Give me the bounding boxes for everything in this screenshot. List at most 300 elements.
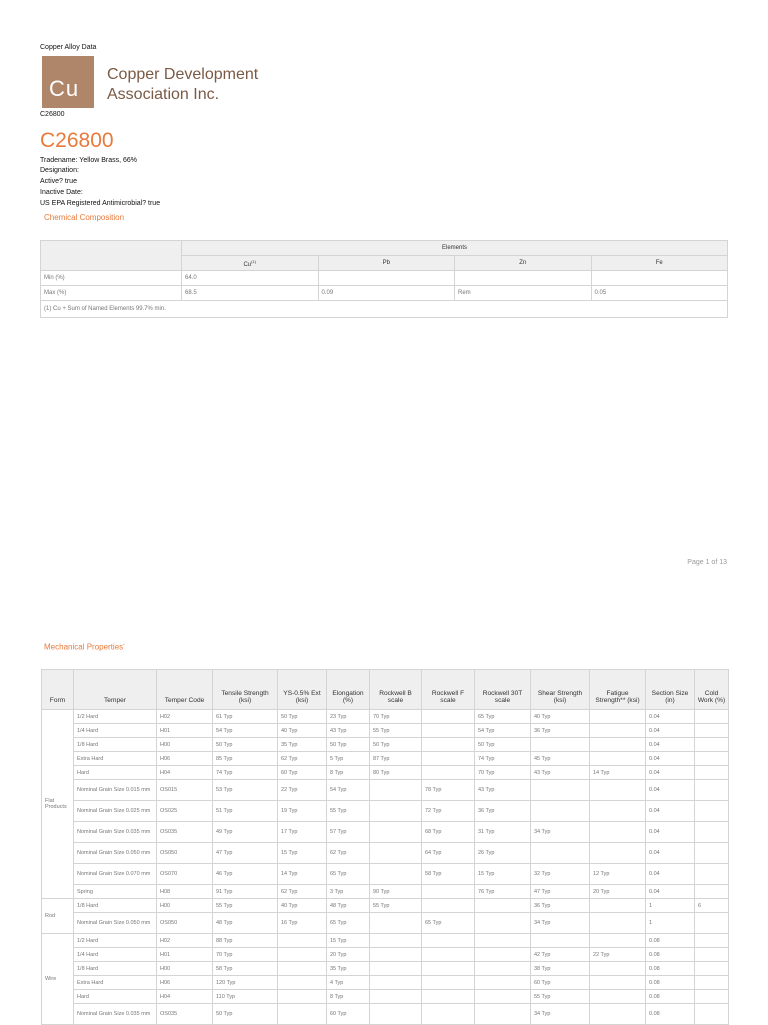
logo-symbol: Cu	[49, 76, 80, 101]
table-row	[42, 724, 729, 738]
cell: 35 Typ	[278, 738, 327, 752]
cell	[422, 885, 475, 899]
table-row	[42, 752, 729, 766]
cell	[475, 934, 531, 948]
cell: H02	[157, 710, 213, 724]
cell: 0.04	[646, 766, 695, 780]
cell: 54 Typ	[213, 724, 278, 738]
cell: 68 Typ	[422, 822, 475, 843]
cell: 68.5	[182, 286, 319, 301]
cell: 55 Typ	[531, 990, 590, 1004]
cell	[531, 934, 590, 948]
document-label: Copper Alloy Data	[40, 44, 97, 51]
cell: 0.04	[646, 752, 695, 766]
cell: 54 Typ	[475, 724, 531, 738]
cell	[422, 934, 475, 948]
cell	[695, 801, 729, 822]
cell: H06	[157, 752, 213, 766]
cell	[475, 976, 531, 990]
mechanical-heading: Mechanical Properties*	[44, 642, 125, 652]
cell	[695, 885, 729, 899]
table-row	[42, 962, 729, 976]
cell: 0.04	[646, 885, 695, 899]
cell: 1/4 Hard	[74, 724, 157, 738]
cell: 20 Typ	[327, 948, 370, 962]
cell	[695, 780, 729, 801]
cell	[422, 948, 475, 962]
cell: 55 Typ	[213, 899, 278, 913]
cell: Extra Hard	[74, 976, 157, 990]
col-header: Rockwell B scale	[370, 670, 422, 710]
cell	[370, 913, 422, 934]
cell: 76 Typ	[475, 885, 531, 899]
org-name-line2: Association Inc.	[107, 86, 220, 103]
cell: OS035	[157, 822, 213, 843]
org-name-line1: Copper Development	[107, 66, 259, 83]
chemical-table-wrap	[40, 240, 728, 318]
alloy-id: C26800	[40, 111, 65, 118]
cell: 32 Typ	[531, 864, 590, 885]
cell: 14 Typ	[278, 864, 327, 885]
cell: 78 Typ	[422, 780, 475, 801]
chem-row-min	[41, 271, 728, 286]
cell: 110 Typ	[213, 990, 278, 1004]
cell: 70 Typ	[370, 710, 422, 724]
cell: H02	[157, 934, 213, 948]
cell: 120 Typ	[213, 976, 278, 990]
cell	[475, 899, 531, 913]
cell: 38 Typ	[531, 962, 590, 976]
cell: Nominal Grain Size 0.035 mm	[74, 1004, 157, 1025]
cell	[590, 1004, 646, 1025]
cell: 80 Typ	[370, 766, 422, 780]
cell: 17 Typ	[278, 822, 327, 843]
cell	[590, 801, 646, 822]
cell: 47 Typ	[531, 885, 590, 899]
table-row	[42, 934, 729, 948]
cell: 1/8 Hard	[74, 962, 157, 976]
col-header: Section Size (in)	[646, 670, 695, 710]
cell: 0.05	[591, 286, 728, 301]
cell: 12 Typ	[590, 864, 646, 885]
cell: 50 Typ	[475, 738, 531, 752]
cell: 53 Typ	[213, 780, 278, 801]
cell: 58 Typ	[422, 864, 475, 885]
cell: H01	[157, 948, 213, 962]
col-header: Shear Strength (ksi)	[531, 670, 590, 710]
cell: 62 Typ	[327, 843, 370, 864]
cell	[475, 913, 531, 934]
cell: Nominal Grain Size 0.050 mm	[74, 843, 157, 864]
cell	[422, 710, 475, 724]
table-row	[42, 766, 729, 780]
chemical-heading: Chemical Composition	[44, 213, 125, 222]
cell: 4 Typ	[327, 976, 370, 990]
cell	[370, 1004, 422, 1025]
cell: 1/8 Hard	[74, 899, 157, 913]
element-fe: Fe	[591, 256, 728, 271]
meta-active: Active? true	[40, 178, 77, 185]
cell: 0.08	[646, 976, 695, 990]
cell: 65 Typ	[422, 913, 475, 934]
cell: Nominal Grain Size 0.015 mm	[74, 780, 157, 801]
cell: 19 Typ	[278, 801, 327, 822]
cell: 15 Typ	[475, 864, 531, 885]
cell	[422, 962, 475, 976]
cell	[370, 843, 422, 864]
cell	[591, 271, 728, 286]
cell: 16 Typ	[278, 913, 327, 934]
cell	[531, 843, 590, 864]
cell	[475, 1004, 531, 1025]
chem-row-max	[41, 286, 728, 301]
cell: 60 Typ	[327, 1004, 370, 1025]
cell: 0.04	[646, 780, 695, 801]
cell: 8 Typ	[327, 990, 370, 1004]
cell: 36 Typ	[531, 899, 590, 913]
col-header: YS-0.5% Ext (ksi)	[278, 670, 327, 710]
cell	[318, 271, 455, 286]
cell: Hard	[74, 990, 157, 1004]
cell: 20 Typ	[590, 885, 646, 899]
cell: 74 Typ	[213, 766, 278, 780]
cell: 54 Typ	[327, 780, 370, 801]
cell: H04	[157, 990, 213, 1004]
table-row	[42, 738, 729, 752]
cell: 42 Typ	[531, 948, 590, 962]
cell: OS025	[157, 801, 213, 822]
cell: H08	[157, 885, 213, 899]
cell	[590, 843, 646, 864]
table-row	[42, 843, 729, 864]
meta-inactive-date: Inactive Date:	[40, 189, 83, 196]
cell: 1/2 Hard	[74, 710, 157, 724]
cell	[475, 962, 531, 976]
cell: 0.04	[646, 738, 695, 752]
cell: 90 Typ	[370, 885, 422, 899]
cell: 1	[646, 899, 695, 913]
cell	[695, 934, 729, 948]
cell	[422, 990, 475, 1004]
cell	[475, 948, 531, 962]
cell: 3 Typ	[327, 885, 370, 899]
cell: Nominal Grain Size 0.025 mm	[74, 801, 157, 822]
cell: 8 Typ	[327, 766, 370, 780]
cell: 55 Typ	[370, 899, 422, 913]
table-row	[42, 948, 729, 962]
cell: 34 Typ	[531, 1004, 590, 1025]
cell: 50 Typ	[278, 710, 327, 724]
table-row	[42, 780, 729, 801]
cell: 0.04	[646, 724, 695, 738]
cell: H00	[157, 738, 213, 752]
cell: 85 Typ	[213, 752, 278, 766]
cell: 58 Typ	[213, 962, 278, 976]
table-row	[42, 990, 729, 1004]
cell	[695, 724, 729, 738]
cell: 61 Typ	[213, 710, 278, 724]
col-header: Temper Code	[157, 670, 213, 710]
cell	[278, 962, 327, 976]
chem-corner	[41, 241, 182, 271]
cell: 51 Typ	[213, 801, 278, 822]
element-zn: Zn	[455, 256, 592, 271]
cell: H04	[157, 766, 213, 780]
table-row	[42, 1004, 729, 1025]
cell: 0.08	[646, 948, 695, 962]
element-cu: Cu$^{(1)}$	[182, 256, 319, 271]
cell	[422, 899, 475, 913]
col-header: Temper	[74, 670, 157, 710]
cell: 43 Typ	[531, 766, 590, 780]
cell: 55 Typ	[327, 801, 370, 822]
table-row	[42, 885, 729, 899]
cell: OS015	[157, 780, 213, 801]
cell	[278, 990, 327, 1004]
page-number: Page 1 of 13	[687, 559, 727, 566]
cell: Rem	[455, 286, 592, 301]
cell	[531, 801, 590, 822]
cell: 35 Typ	[327, 962, 370, 976]
cell	[695, 843, 729, 864]
cell: 1	[646, 913, 695, 934]
cell: 15 Typ	[278, 843, 327, 864]
cell	[278, 934, 327, 948]
cell: 0.08	[646, 962, 695, 976]
cell: 34 Typ	[531, 913, 590, 934]
cell: 0.08	[646, 1004, 695, 1025]
meta-epa: US EPA Registered Antimicrobial? true	[40, 200, 161, 207]
col-header: Tensile Strength (ksi)	[213, 670, 278, 710]
cell	[370, 962, 422, 976]
cell	[590, 990, 646, 1004]
cell: 0.04	[646, 801, 695, 822]
cell: OS050	[157, 843, 213, 864]
cell: 43 Typ	[475, 780, 531, 801]
cell: 1/8 Hard	[74, 738, 157, 752]
cell	[422, 738, 475, 752]
cell	[695, 948, 729, 962]
cell	[695, 962, 729, 976]
col-header: Form	[42, 670, 74, 710]
cell: 31 Typ	[475, 822, 531, 843]
cell: 62 Typ	[278, 885, 327, 899]
cell: 57 Typ	[327, 822, 370, 843]
cell: Nominal Grain Size 0.050 mm	[74, 913, 157, 934]
cell	[695, 976, 729, 990]
cell	[370, 976, 422, 990]
cell	[531, 738, 590, 752]
cell: 65 Typ	[475, 710, 531, 724]
cell	[422, 766, 475, 780]
cell	[695, 822, 729, 843]
cell	[278, 1004, 327, 1025]
cell	[370, 801, 422, 822]
cell: 60 Typ	[278, 766, 327, 780]
cell: 50 Typ	[213, 738, 278, 752]
table-row	[42, 710, 729, 724]
cell	[590, 710, 646, 724]
cell	[695, 990, 729, 1004]
cell: 64 Typ	[422, 843, 475, 864]
cell	[422, 724, 475, 738]
cell: Spring	[74, 885, 157, 899]
cell: 22 Typ	[590, 948, 646, 962]
cell: 70 Typ	[213, 948, 278, 962]
cell: H00	[157, 899, 213, 913]
cell	[370, 864, 422, 885]
chem-footnote: (1) Cu + Sum of Named Elements 99.7% min.	[41, 301, 728, 318]
table-row	[42, 899, 729, 913]
cell	[531, 780, 590, 801]
cell: 36 Typ	[475, 801, 531, 822]
table-row	[42, 822, 729, 843]
cell: 43 Typ	[327, 724, 370, 738]
cell	[590, 822, 646, 843]
mechanical-properties-table	[41, 669, 729, 1025]
cell: 14 Typ	[590, 766, 646, 780]
cell: 49 Typ	[213, 822, 278, 843]
cell: OS035	[157, 1004, 213, 1025]
cell: 74 Typ	[475, 752, 531, 766]
meta-tradename: Tradename: Yellow Brass, 66%	[40, 157, 138, 164]
cell: Nominal Grain Size 0.035 mm	[74, 822, 157, 843]
cell: 22 Typ	[278, 780, 327, 801]
cell: 91 Typ	[213, 885, 278, 899]
alloy-title: C26800	[40, 129, 114, 152]
cu-logo-mark	[42, 56, 94, 108]
chem-group-header: Elements	[182, 241, 728, 256]
form-cell: Wire	[42, 934, 74, 1025]
cell	[695, 913, 729, 934]
cell: 64.0	[182, 271, 319, 286]
cell: 65 Typ	[327, 913, 370, 934]
col-header: Fatigue Strength** (ksi)	[590, 670, 646, 710]
cell	[590, 724, 646, 738]
cell: 1/2 Hard	[74, 934, 157, 948]
cell: 1/4 Hard	[74, 948, 157, 962]
cell	[590, 752, 646, 766]
cell	[370, 990, 422, 1004]
cell: 46 Typ	[213, 864, 278, 885]
cell	[370, 934, 422, 948]
cell: 50 Typ	[370, 738, 422, 752]
cell: 0.04	[646, 822, 695, 843]
cell	[422, 976, 475, 990]
cell: 23 Typ	[327, 710, 370, 724]
cell	[475, 990, 531, 1004]
mechanical-table-wrap	[41, 669, 728, 1025]
cell: 88 Typ	[213, 934, 278, 948]
cell	[370, 822, 422, 843]
row-label: Min (%)	[41, 271, 182, 286]
cell	[695, 766, 729, 780]
cell: 48 Typ	[213, 913, 278, 934]
col-header: Rockwell 30T scale	[475, 670, 531, 710]
cell: OS050	[157, 913, 213, 934]
cell	[590, 934, 646, 948]
cell: 50 Typ	[327, 738, 370, 752]
cell	[422, 1004, 475, 1025]
cell	[590, 913, 646, 934]
cell: 48 Typ	[327, 899, 370, 913]
cell: 5 Typ	[327, 752, 370, 766]
cell: 60 Typ	[531, 976, 590, 990]
cell: Extra Hard	[74, 752, 157, 766]
cell: 40 Typ	[278, 724, 327, 738]
cell	[278, 948, 327, 962]
cell	[370, 780, 422, 801]
cell	[695, 752, 729, 766]
col-header: Rockwell F scale	[422, 670, 475, 710]
cell	[590, 738, 646, 752]
cell: 70 Typ	[475, 766, 531, 780]
cell	[590, 962, 646, 976]
cell	[590, 780, 646, 801]
cell: H01	[157, 724, 213, 738]
col-header: Cold Work (%)	[695, 670, 729, 710]
cell	[455, 271, 592, 286]
mech-header-row	[42, 670, 729, 710]
cell: 0.04	[646, 843, 695, 864]
cell	[695, 1004, 729, 1025]
cell: 6	[695, 899, 729, 913]
cell: 65 Typ	[327, 864, 370, 885]
cell	[422, 752, 475, 766]
table-row	[42, 864, 729, 885]
row-label: Max (%)	[41, 286, 182, 301]
cell: 26 Typ	[475, 843, 531, 864]
form-cell: Flat Products	[42, 710, 74, 899]
cell: 45 Typ	[531, 752, 590, 766]
cell: 0.08	[646, 934, 695, 948]
cell: 50 Typ	[213, 1004, 278, 1025]
cell: 40 Typ	[531, 710, 590, 724]
table-row	[42, 913, 729, 934]
cell: 0.04	[646, 710, 695, 724]
element-pb: Pb	[318, 256, 455, 271]
meta-designation: Designation:	[40, 167, 79, 174]
cell	[695, 710, 729, 724]
cell: Hard	[74, 766, 157, 780]
cell: 36 Typ	[531, 724, 590, 738]
cell	[370, 948, 422, 962]
cell: OS070	[157, 864, 213, 885]
form-cell: Rod	[42, 899, 74, 934]
cell: H00	[157, 962, 213, 976]
cell: 40 Typ	[278, 899, 327, 913]
cell	[278, 976, 327, 990]
cell	[590, 899, 646, 913]
table-row	[42, 801, 729, 822]
cell: 0.08	[646, 990, 695, 1004]
col-header: Elongation (%)	[327, 670, 370, 710]
table-row	[42, 976, 729, 990]
cell: 47 Typ	[213, 843, 278, 864]
cell: Nominal Grain Size 0.070 mm	[74, 864, 157, 885]
cell	[695, 738, 729, 752]
cell: 0.04	[646, 864, 695, 885]
cell: 62 Typ	[278, 752, 327, 766]
cell: 34 Typ	[531, 822, 590, 843]
cell: 15 Typ	[327, 934, 370, 948]
cell: 87 Typ	[370, 752, 422, 766]
cell: 72 Typ	[422, 801, 475, 822]
chemical-composition-table	[40, 240, 728, 318]
cell: 55 Typ	[370, 724, 422, 738]
cell	[695, 864, 729, 885]
cell	[590, 976, 646, 990]
